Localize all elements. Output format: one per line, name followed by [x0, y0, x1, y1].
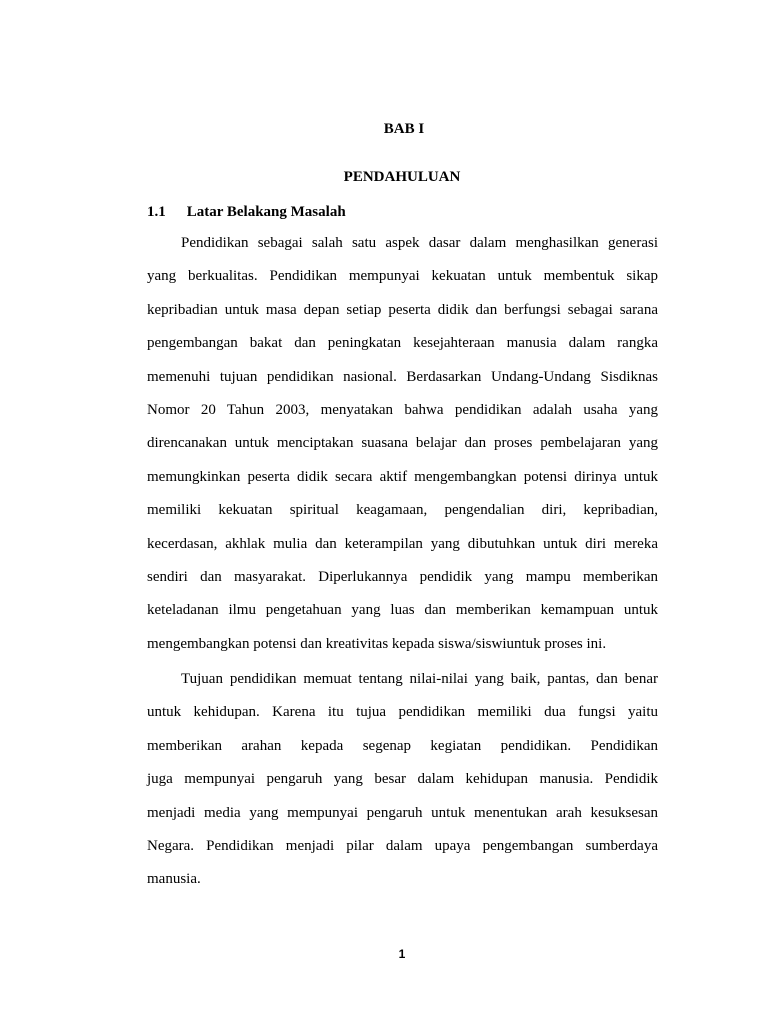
paragraph-line: Negara. Pendidikan menjadi pilar dalam upaya pengembangan sumberdaya — [147, 837, 658, 854]
paragraph-line: Pendidikan sebagai salah satu aspek dasar dalam menghasilkan generasi — [181, 235, 658, 251]
paragraph-line: memenuhi tujuan pendidikan nasional. Berdasarkan Undang-Undang Sisdiknas — [147, 368, 658, 385]
paragraph-line: Nomor 20 Tahun 2003, menyatakan bahwa pendidikan adalah usaha yang — [147, 401, 658, 418]
page-number: 1 — [398, 947, 406, 961]
paragraph-line: memiliki kekuatan spiritual keagamaan, pengendalian diri, kepribadian, — [147, 502, 658, 519]
section-number: 1.1 — [147, 204, 166, 220]
paragraph-line: memungkinkan peserta didik secara aktif mengembangkan potensi dirinya untuk — [147, 468, 658, 485]
paragraph-line: juga mempunyai pengaruh yang besar dalam kehidupan manusia. Pendidik — [147, 771, 658, 788]
paragraph-2 — [147, 663, 658, 897]
chapter-title: PENDAHULUAN — [343, 169, 461, 185]
section-heading — [147, 203, 346, 221]
paragraph-line: untuk kehidupan. Karena itu tujua pendidikan memiliki dua fungsi yaitu — [147, 704, 658, 721]
paragraph-1 — [147, 227, 658, 661]
paragraph-line: direncanakan untuk menciptakan suasana belajar dan proses pembelajaran yang — [147, 435, 658, 452]
chapter-label: BAB I — [383, 121, 425, 137]
paragraph-line: keteladanan ilmu pengetahuan yang luas dan memberikan kemampuan untuk — [147, 602, 658, 619]
paragraph-line: memberikan arahan kepada segenap kegiatan pendidikan. Pendidikan — [147, 737, 658, 754]
paragraph-line: manusia. — [147, 871, 201, 888]
paragraph-line: yang berkualitas. Pendidikan mempunyai kekuatan untuk membentuk sikap — [147, 268, 658, 285]
paragraph-line: pengembangan bakat dan peningkatan kesejahteraan manusia dalam rangka — [147, 335, 658, 352]
paragraph-line: sendiri dan masyarakat. Diperlukannya pendidik yang mampu memberikan — [147, 568, 658, 585]
paragraph-line: menjadi media yang mempunyai pengaruh untuk menentukan arah kesuksesan — [147, 804, 658, 821]
paragraph-line: kepribadian untuk masa depan setiap peserta didik dan berfungsi sebagai sarana — [147, 301, 658, 318]
paragraph-line: kecerdasan, akhlak mulia dan keterampilan yang dibutuhkan untuk diri mereka — [147, 535, 658, 552]
paragraph-line: mengembangkan potensi dan kreativitas kepada siswa/siswiuntuk proses ini. — [147, 635, 607, 652]
section-title: Latar Belakang Masalah — [186, 204, 346, 220]
paragraph-line: Tujuan pendidikan memuat tentang nilai-nilai yang baik, pantas, dan benar — [181, 671, 658, 687]
